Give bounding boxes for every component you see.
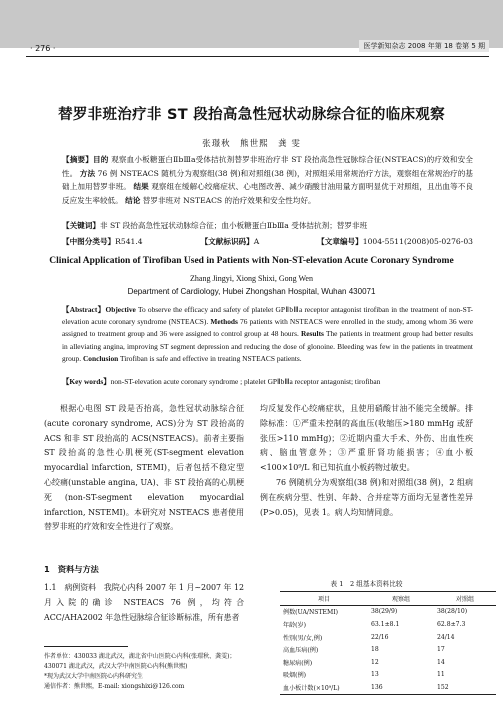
keywords-text: 非 ST 段抬高急性冠状动脉综合征；血小板糖蛋白ⅡbⅢa 受体拮抗剂；替罗非班 [99,221,368,230]
table-row: 高血压病(例) 18 17 [283,646,445,655]
journal-info: 医学新知杂志 2008 年第 18 卷第 5 期 [359,40,489,52]
abstract-method-label: 方法 [79,168,96,178]
keywords-en: 【Key words】non-ST-elevation acute coronary syndrome ; platelet GPⅡbⅢa receptor antagonist; tirofiban [62,377,381,386]
table-header-cell: 项目 [280,592,368,606]
baseline-table [280,591,496,695]
affiliation-en: Department of Cardiology, Hubei Zhongshan Hospital, Wuhan 430071 [127,287,376,296]
case-data-paragraph: 1.1 病例资料 我院心内科 2007 年 1 月~2007 年 12 月入院的确诊 NSTEACS 76 例，均符合 ACC/AHA2002 年急性冠脉综合征诊断标准，所有患者 [44,583,244,622]
table-row: 性别(男/女,例) 22/16 24/14 [283,633,455,642]
table-header-cell: 对照组 [434,592,496,606]
article-title-en: Clinical Application of Tirofiban Used in Patients with Non-ST-elevation Acute Coronary Syndrome [49,256,454,266]
footnote [44,652,250,692]
grouping-paragraph: 76 例随机分为观察组(38 例)和对照组(38 例)，2 组病例在疾病分型、性别、年龄、合并症等方面均无显著性差异(P>0.05)，见表 1。病人均知情同意。 [260,477,473,517]
table-caption: 表 1 2 组基本资料比较 [330,580,403,588]
abstract-en-label: 【Abstract】Objective [62,305,136,314]
table-row: 年龄(岁) 63.1±8.1 62.8±7.3 [283,620,466,629]
classification-row [62,236,473,247]
footnote-author-unit: 作者单位：430033 湖北武汉，湖北省中山医院心内科(张璟秋、龚雯)；430071 湖北武汉，武汉大学中南医院心内科(熊世熙) [44,653,236,670]
abstract-method: 76 例 NSTEACS 随机分为观察组(38 例)和对照组(38 例)，对照组采用常规治疗方法，观察组在常规治疗的基础上加用替罗非班。 [62,168,474,192]
criteria-paragraph: 均反复发作心绞痛症状，且使用硝酸甘油不能完全缓解。排除标准：①严重未控制的高血压(收缩压>180 mmHg 或舒张压>110 mmHg)；②近期内重大手术、外伤、出血性疾病、脑血管意外；③严重肝肾功能损害；④血小板<100×10⁹/L 和已知抗血小板药物过敏史。 [260,404,473,473]
authors-en: Zhang Jingyi, Xiong Shixi, Gong Wen [190,274,313,283]
table-header-cell: 观察组 [368,592,434,606]
keywords-cn [62,220,473,231]
authors-cn: 张璟秋 熊世熙 龚 雯 [202,139,301,149]
page-number: · 276 · [30,44,56,53]
abstract-en: 【Abstract】Objective To observe the efficacy and safety of platelet GPⅡbⅢa receptor antagonist tirofiban in the treatment of non-ST-elevation acute coronary syndrome (NSTEACS). Methods 76 patients with NSTEACS were enrolled in the study, among whom 36 were assigned to treatment group and 36 were assigned to control group at 48 hours. Results The patients in treatment group had better results in alleviating angina, improving ST segment depression and reducing the dose of glonoine. Bleeding was few in the patients in treatment group. Conclusion Tirofiban is safe and effective in treating NSTEACS patients. [62,305,474,363]
footnote-corresponding: 通信作者：熊世熙，E-mail: xiongshixi@126.com [44,683,185,690]
section-heading: 1 资料与方法 [44,564,99,574]
right-column [260,402,473,520]
footnote-current-unit: *现为武汉大学中南医院心内科研究生 [44,673,144,680]
table-row: 糖尿病(例) 12 14 [283,658,445,667]
abstract-label: 【摘要】目的 [62,155,109,164]
table-row: 血小板计数(×10⁹/L) 136 152 [280,681,496,694]
header-rule [26,56,489,57]
abstract-cn [62,153,473,207]
article-number: 【文章编号】1004-5511(2008)05-0276-03 [317,237,473,246]
article-title-cn: 替罗非班治疗非 ST 段抬高急性冠状动脉综合征的临床观察 [58,107,445,123]
table-header-row [280,592,496,606]
intro-paragraph: 根据心电图 ST 段是否抬高，急性冠状动脉综合征(acute coronary syndrome, ACS)分为 ST 段抬高的 ACS 和非 ST 段抬高的 ACS(NSTEACS)。前者主要指 ST 段抬高的急性心肌梗死(ST-segment elevation myocardial infarction, STEMI)，后者包括不稳定型心绞痛(unstable angina, UA)、非 ST 段抬高的心肌梗死(non-ST-segment elevation myocardial infarction, NSTEMI)。本研究对 NSTEACS 患者使用替罗非班的疗效和安全性进行了观察。 [44,404,244,532]
doc-code: 【文献标识码】A [200,237,260,246]
table-row: 吸烟(例) 13 11 [283,671,445,680]
keywords-label: 【关键词】 [62,221,100,230]
abstract-conclusion-label: 结论 [125,195,141,205]
table-row: 例数(UA/NSTEMI) 38(29/9) 38(28/10) [283,608,468,617]
clc-code: 【中图分类号】R541.4 [62,237,143,246]
footnote-rule [44,646,128,647]
abstract-result: 观察组在缓解心绞痛症状、心电图改善、减少硝酸甘油用量方面明显优于对照组，且出血等不良反应发生率较低。 [62,182,473,205]
abstract-result-label: 结果 [133,182,149,192]
abstract-conclusion: 替罗非班对 NSTEACS 的治疗效果和安全性均好。 [142,195,316,205]
abstract-objective: 观察血小板糖蛋白ⅡbⅢa受体拮抗剂替罗非班治疗非 ST 段抬高急性冠脉综合征(NSTEACS)的疗效和安全性。 [62,155,474,178]
